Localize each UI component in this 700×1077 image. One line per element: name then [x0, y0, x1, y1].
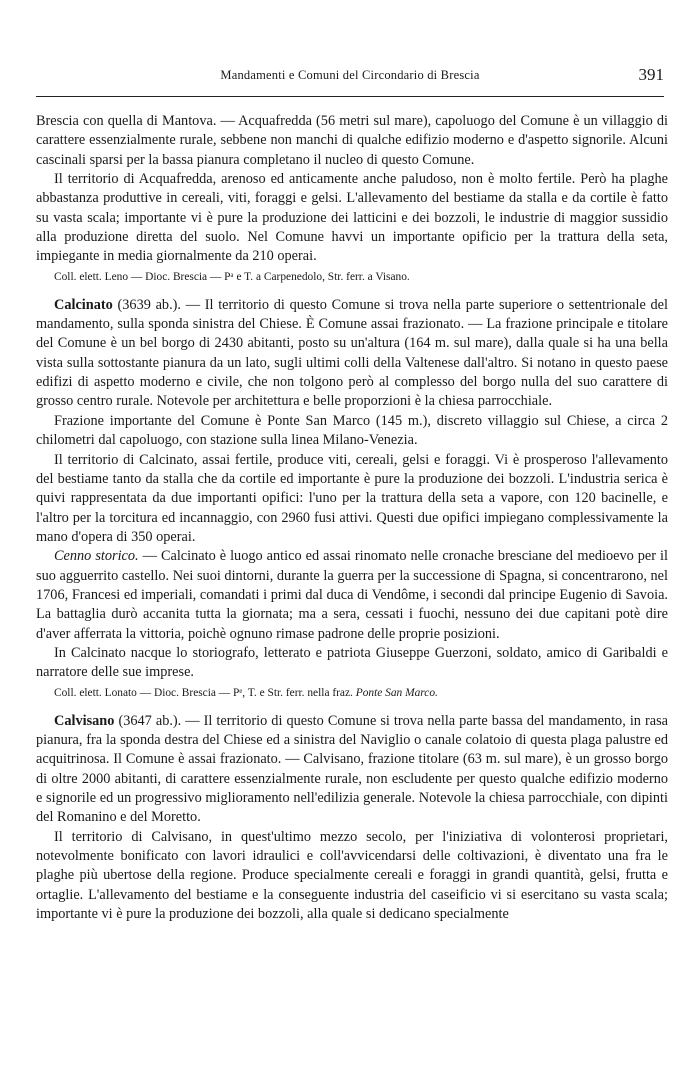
paragraph-ponte-san-marco: Frazione importante del Comune è Ponte San Marco (145 m.), discreto villaggio sul Chiese, a circa 2 chilometri dal capoluogo, con stazione sulla linea Milano-Venezia.: [36, 412, 668, 449]
paragraph-acquafredda-continued: Brescia con quella di Mantova. — Acquafredda (56 metri sul mare), capoluogo del Comune è un villaggio di carattere essenzialmente rurale, sebbene non manchi di qualche edifizio moderno e d'aspetto signorile. Alcuni cascinali sparsi per la bassa pianura completano il nucleo di questo Comune.: [36, 113, 668, 168]
page-number: 391: [638, 65, 664, 84]
paragraph-calvisano-territory: Il territorio di Calvisano, in quest'ultimo mezzo secolo, per l'iniziativa di volonterosi proprietari, notevolmente bonificato con lavori idraulici e coll'avvicendarsi delle coltivazioni, è diventato una fra le plaghe più ubertose della regione. Produce specialmente cereali e foraggi in grandi quantità, gelsi, frutta e ortaglie. L'allevamento del bestiame e la conseguente industria del caseificio vi si esercitano su vasta scala; importante vi è pure la produzione dei bozzoli, alla quale si dedicano specialmente: [36, 828, 668, 923]
page-header: [36, 65, 664, 92]
paragraph-cenno-storico: [36, 547, 668, 644]
paragraph-acquafredda-territory: Il territorio di Acquafredda, arenoso ed anticamente anche paludoso, non è molto fertile. Però ha plaghe abbastanza produttive in cereali, viti, foraggi e gelsi. L'allevamento del bestiame da stalla e da cortile è fatto su vasta scala; importante vi è pure la produzione dei latticini e dei bozzoli, le industrie di maggior sussidio alla produzione diretta del suolo. Nel Comune havvi un importante opificio per la trattura della seta, impiegante in media giornalmente da 210 operai.: [36, 171, 668, 265]
paragraph-calcinato-territory: Il territorio di Calcinato, assai fertile, produce viti, cereali, gelsi e foraggi. Vi è prosperoso l'allevamento del bestiame tanto da stalla che da cortile ed importante è pure la produzione dei bozzoli. L'industria serica è quivi rappresentata da due importanti opifici: l'uno per la trattura della seta a vapore, con 120 bacinelle, e l'altro per la torcitura ed incannaggio, con 2960 fusi attivi. Questi due opifici impiegano complessivamente la mano d'opera di 350 operai.: [36, 451, 668, 545]
paragraph-calvisano: [36, 712, 668, 828]
info-line-calcinato-place: Ponte San Marco.: [355, 686, 438, 699]
page-body: [36, 112, 668, 924]
cenno-storico-text: — Calcinato è luogo antico ed assai rinomato nelle cronache bresciane del medioevo per il suo agguerrito castello. Nei suoi dintorni, durante la guerra per la successione di Spagna, si concentrarono, nel 1706, Francesi ed imperiali, comandati i primi dal duca di Vendôme, i secondi dal principe Eugenio di Savoia. La battaglia durò accanita tutta la giornata; ma a sera, cessati i fuochi, nessuno dei due capitani potè dire d'aver afferrata la vittoria, poichè ognuno rimase padrone delle proprie posizioni.: [36, 548, 668, 642]
entry-heading-calvisano: Calvisano: [54, 712, 115, 729]
running-title: Mandamenti e Comuni del Circondario di Brescia: [220, 68, 480, 82]
info-line-calcinato-text: Coll. elett. Lonato — Dioc. Brescia — Pᵉ, T. e Str. ferr. nella fraz.: [54, 686, 356, 699]
paragraph-guerzoni: In Calcinato nacque lo storiografo, letterato e patriota Giuseppe Guerzoni, soldato, amico di Garibaldi e narratore delle sue imprese.: [36, 644, 668, 681]
header-rule: [36, 96, 664, 97]
info-line-calcinato: [36, 686, 668, 701]
entry-heading-calcinato: Calcinato: [54, 296, 113, 313]
paragraph-calcinato: [36, 296, 668, 412]
cenno-storico-label: Cenno storico.: [54, 548, 139, 565]
calcinato-text: (3639 ab.). — Il territorio di questo Comune si trova nella parte superiore o settentrionale del mandamento, sulla sponda sinistra del Chiese. È Comune assai frazionato. — La frazione principale e titolare del Comune è un bel borgo di 2430 abitanti, posto su un'altura (164 m. sul mare), dalla quale si ha una bella vista sulla sottostante pianura da un lato, sugli ultimi colli della Valtenese dall'altro. Si notano in questo paese edifizi di aspetto moderno e civile, che non tolgono però al complesso del borgo nulla del suo carattere di grosso centro rurale. Notevole per architettura e belle proporzioni è la chiesa parrocchiale.: [36, 296, 668, 410]
info-line-acquafredda: Coll. elett. Leno — Dioc. Brescia — Pᵃ e T. a Carpenedolo, Str. ferr. a Visano.: [54, 270, 410, 283]
calvisano-text: (3647 ab.). — Il territorio di questo Comune si trova nella parte bassa del mandamento, in rasa pianura, fra la sponda destra del Chiese ed a sinistra del Naviglio o canale colatoio di questa plaga palustre ed acquitrinosa. Il Comune è assai frazionato. — Calvisano, frazione titolare (63 m. sul mare), è un grosso borgo di oltre 2000 abitanti, di carattere essenzialmente rurale, non escludente per questo qualche edifizio moderno e signorile ed un progressivo miglioramento nell'edilizia generale. Notevole la chiesa parrocchiale, con dipinti del Romanino e del Moretto.: [36, 712, 668, 826]
